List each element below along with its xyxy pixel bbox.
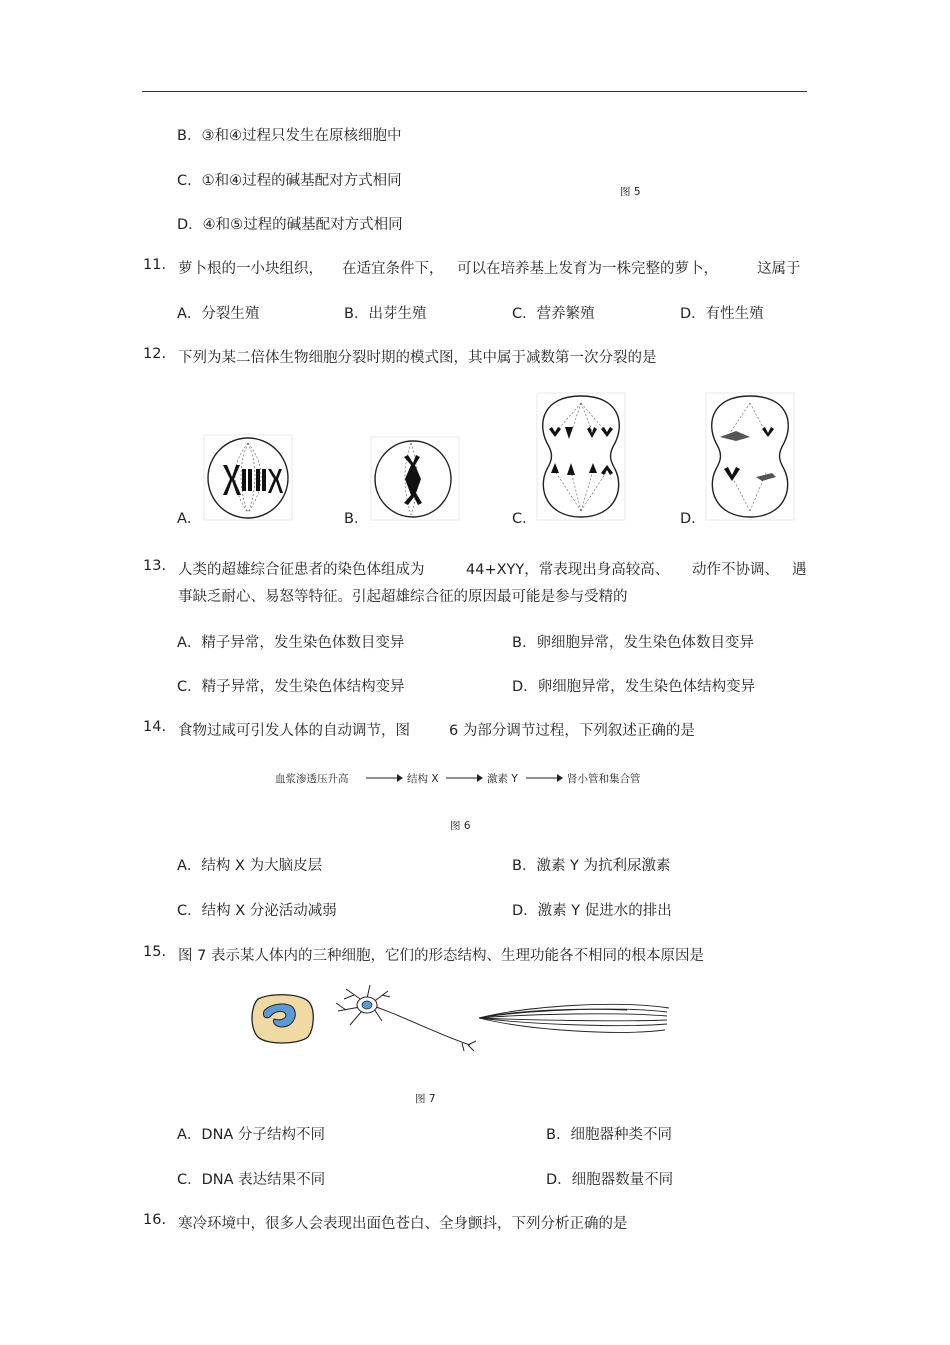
question-stem: 食物过咸可引发人体的自动调节，图 xyxy=(178,723,410,739)
option: B．卵细胞异常，发生染色体数目变异 xyxy=(512,635,754,651)
option: C．营养繁殖 xyxy=(512,306,595,322)
question-stem: 动作不协调、 xyxy=(692,562,779,578)
option-b: B．③和④过程只发生在原核细胞中 xyxy=(177,128,402,144)
neuron-illustration xyxy=(330,985,480,1057)
option: A．DNA 分子结构不同 xyxy=(177,1127,325,1143)
option-c: C．①和④过程的碱基配对方式相同 xyxy=(177,173,402,189)
arrow-right-icon xyxy=(526,773,564,783)
option-label: B． xyxy=(344,511,369,527)
option-label: A． xyxy=(177,511,202,527)
option: B．出芽生殖 xyxy=(344,306,427,322)
question-stem: 人类的超雄综合征患者的染色体组成为 xyxy=(178,562,425,578)
option-label: C． xyxy=(512,511,537,527)
figure-caption-5: 图 5 xyxy=(620,186,641,198)
question-stem: 这属于 xyxy=(757,261,801,277)
option-label: D． xyxy=(680,511,706,527)
option: B．细胞器种类不同 xyxy=(546,1127,672,1143)
question-stem: 寒冷环境中，很多人会表现出面色苍白、全身颤抖，下列分析正确的是 xyxy=(178,1216,628,1232)
question-stem: 6 为部分调节过程，下列叙述正确的是 xyxy=(449,723,695,739)
question-stem: 下列为某二倍体生物细胞分裂时期的模式图，其中属于减数第一次分裂的是 xyxy=(178,350,657,366)
option: C．精子异常，发生染色体结构变异 xyxy=(177,679,405,695)
question-number: 15. xyxy=(143,944,167,960)
question-stem: 萝卜根的一小块组织， xyxy=(178,261,323,277)
cell-diagram-a xyxy=(204,435,292,520)
flow-step: 激素 Y xyxy=(487,773,518,785)
question-stem: 图 7 表示某人体内的三种细胞，它们的形态结构、生理功能各不相同的根本原因是 xyxy=(178,948,704,964)
flow-step: 结构 X xyxy=(407,773,439,785)
question-stem: 在适宜条件下， xyxy=(342,261,444,277)
figure-caption-6: 图 6 xyxy=(450,820,471,832)
question-number: 14. xyxy=(143,719,167,735)
arrow-right-icon xyxy=(366,773,404,783)
flow-step: 血浆渗透压升高 xyxy=(275,773,349,785)
option: C．DNA 表达结果不同 xyxy=(177,1172,326,1188)
white-blood-cell-illustration xyxy=(250,993,314,1045)
option: A．分裂生殖 xyxy=(177,306,260,322)
option: D．细胞器数量不同 xyxy=(546,1172,674,1188)
header-rule xyxy=(142,91,807,92)
arrow-right-icon xyxy=(446,773,484,783)
option-d: D．④和⑤过程的碱基配对方式相同 xyxy=(177,217,403,233)
flow-step: 肾小管和集合管 xyxy=(567,773,641,785)
question-number: 12. xyxy=(143,346,167,362)
cell-diagram-b xyxy=(371,437,459,520)
figure-caption-7: 图 7 xyxy=(415,1093,436,1105)
option: D．激素 Y 促进水的排出 xyxy=(512,903,672,919)
option: D．卵细胞异常，发生染色体结构变异 xyxy=(512,679,756,695)
question-number: 11. xyxy=(143,257,167,273)
option: C．结构 X 分泌活动减弱 xyxy=(177,903,337,919)
question-number: 13. xyxy=(143,558,167,574)
option: D．有性生殖 xyxy=(680,306,764,322)
question-stem: 可以在培养基上发育为一株完整的萝卜， xyxy=(457,261,718,277)
question-stem: 事缺乏耐心、易怒等特征。引起超雄综合征的原因最可能是参与受精的 xyxy=(178,589,628,605)
question-stem: 遇 xyxy=(792,562,807,578)
cell-diagram-c xyxy=(537,393,625,520)
option: A．结构 X 为大脑皮层 xyxy=(177,858,323,874)
question-number: 16. xyxy=(143,1212,167,1228)
option: A．精子异常，发生染色体数目变异 xyxy=(177,635,405,651)
question-stem: 44+XYY，常表现出身高较高、 xyxy=(466,562,670,578)
cell-diagram-d xyxy=(706,393,794,520)
muscle-cell-illustration xyxy=(477,1000,672,1042)
option: B．激素 Y 为抗利尿激素 xyxy=(512,858,671,874)
